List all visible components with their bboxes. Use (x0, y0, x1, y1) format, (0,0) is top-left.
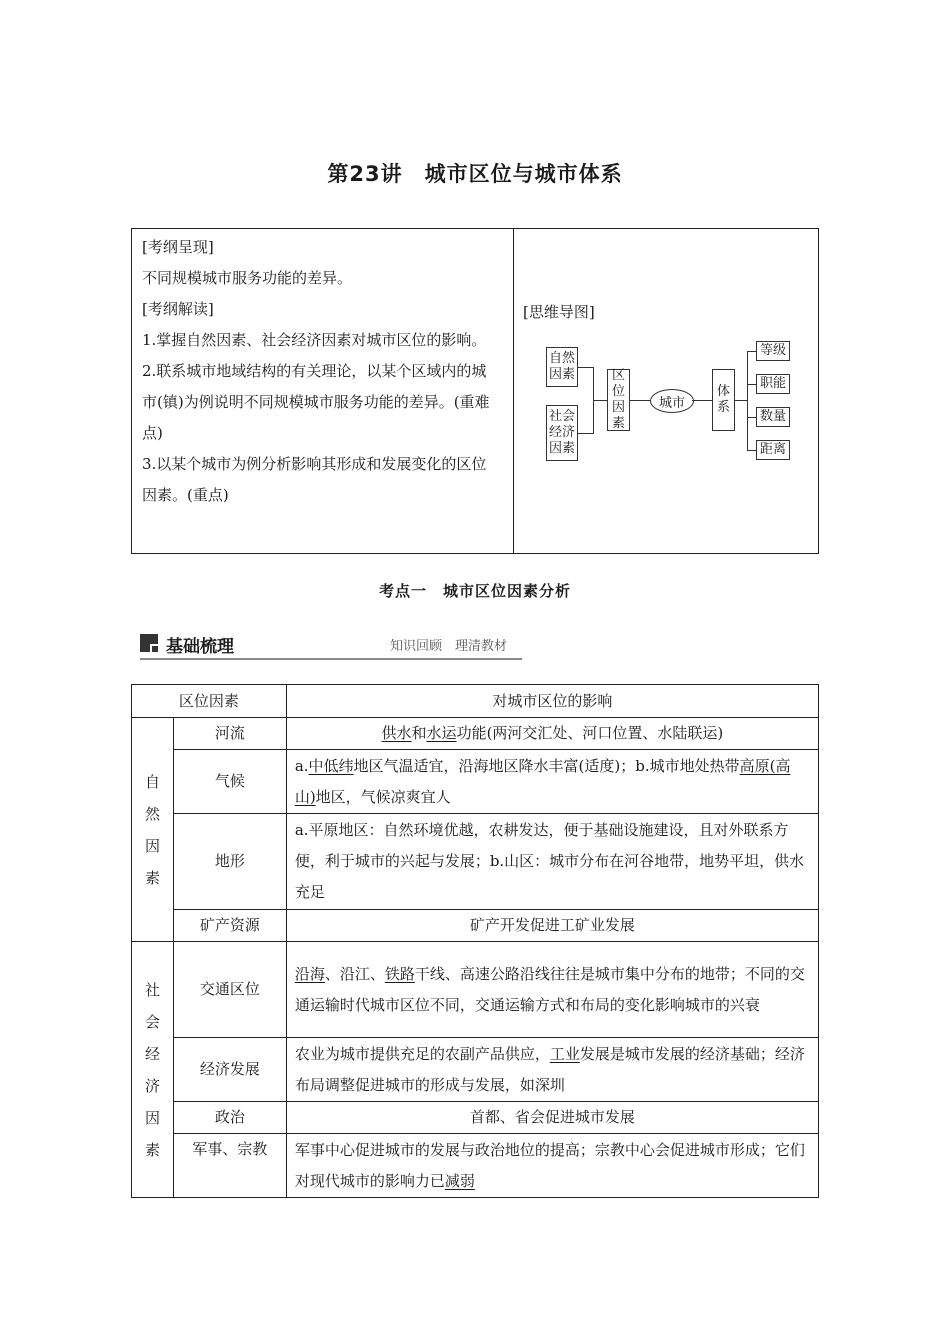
mindmap-branch-distance: 距离 (756, 440, 790, 460)
mm-connector (747, 417, 756, 418)
mindmap-branch-function: 职能 (756, 374, 790, 394)
factor-river: 河流 (173, 718, 286, 750)
banner-title: 基础梳理 (166, 637, 234, 657)
table-row (132, 910, 819, 942)
mindmap-branch-quantity: 数量 (756, 407, 790, 427)
factor-climate: 气候 (173, 750, 286, 814)
mm-connector (578, 433, 593, 434)
table-row (132, 1038, 819, 1102)
basic-review-banner (140, 632, 522, 662)
syllabus-box (131, 228, 819, 554)
table-row (132, 942, 819, 1038)
group-natural: 自然因素 (132, 718, 174, 942)
mindmap-social: 社会经济因素 (548, 409, 575, 456)
banner-underline (140, 658, 522, 660)
reading-point-3: 3.以某个城市为例分析影响其形成和发展变化的区位因素。(重点) (142, 455, 487, 504)
mm-connector (593, 400, 607, 401)
mm-connector (747, 351, 748, 451)
mindmap-natural-box (546, 347, 578, 387)
effect-military: 军事中心促进城市的发展与政治地位的提高；宗教中心会促进城市形成；它们对现代城市的影响力已减弱 (286, 1134, 818, 1198)
table-row (132, 1134, 819, 1198)
effect-river: 供水和水运功能(两河交汇处、河口位置、水陆联运) (286, 718, 818, 750)
mm-connector (735, 400, 747, 401)
mm-connector (747, 351, 756, 352)
mm-connector (692, 400, 712, 401)
reading-heading: [考纲解读] (142, 300, 214, 318)
effect-mineral: 矿产开发促进工矿业发展 (286, 910, 818, 942)
effect-politics: 首都、省会促进城市发展 (286, 1102, 818, 1134)
header-effect: 对城市区位的影响 (286, 685, 818, 718)
mm-connector (747, 450, 756, 451)
group-social: 社会经济因素 (132, 942, 174, 1198)
table-header-row (132, 685, 819, 718)
mm-connector (747, 384, 756, 385)
header-factor: 区位因素 (132, 685, 287, 718)
mindmap-social-box (546, 405, 578, 461)
factor-economy: 经济发展 (173, 1038, 286, 1102)
mm-connector (578, 367, 593, 368)
factor-terrain: 地形 (173, 814, 286, 910)
syllabus-text (132, 229, 514, 553)
factor-mineral: 矿产资源 (173, 910, 286, 942)
outline-text: 不同规模城市服务功能的差异。 (142, 269, 353, 287)
mm-connector (630, 400, 650, 401)
mindmap-natural: 自然因素 (548, 351, 575, 382)
reading-point-1: 1.掌握自然因素、社会经济因素对城市区位的影响。 (142, 331, 487, 349)
banner-square-icon (140, 634, 158, 652)
table-row (132, 1102, 819, 1134)
mindmap-system: 体系 (716, 384, 730, 415)
location-factors-table (131, 684, 819, 1198)
table-row (132, 814, 819, 910)
mindmap (514, 229, 819, 553)
section-title: 考点一 城市区位因素分析 (378, 582, 571, 600)
mindmap-city: 城市 (650, 389, 694, 413)
table-row (132, 718, 819, 750)
factor-military: 军事、宗教 (173, 1134, 286, 1198)
mindmap-branch-grade: 等级 (756, 341, 790, 361)
outline-heading: [考纲呈现] (142, 238, 214, 256)
page-title: 第23讲 城市区位与城市体系 (327, 162, 623, 186)
factor-traffic: 交通区位 (173, 942, 286, 1038)
effect-economy: 农业为城市提供充足的农副产品供应，工业发展是城市发展的经济基础；经济布局调整促进城市的形成与发展，如深圳 (286, 1038, 818, 1102)
table-row (132, 750, 819, 814)
mindmap-location-box (607, 369, 630, 431)
reading-point-2: 2.联系城市地域结构的有关理论，以某个区域内的城市(镇)为例说明不同规模城市服务功能的差异。(重难点) (142, 362, 490, 442)
mindmap-system-box (712, 369, 735, 431)
mindmap-location: 区位因素 (611, 368, 625, 431)
effect-traffic: 沿海、沿江、铁路干线、高速公路沿线往往是城市集中分布的地带；不同的交通运输时代城市区位不同，交通运输方式和布局的变化影响城市的兴衰 (286, 942, 818, 1038)
effect-terrain: a.平原地区：自然环境优越，农耕发达，便于基础设施建设，且对外联系方便，利于城市的兴起与发展；b.山区：城市分布在河谷地带，地势平坦，供水充足 (286, 814, 818, 910)
factor-politics: 政治 (173, 1102, 286, 1134)
mindmap-label: [思维导图] (523, 303, 595, 321)
effect-climate: a.中低纬地区气温适宜，沿海地区降水丰富(适度)；b.城市地处热带高原(高山)地区，气候凉爽宜人 (286, 750, 818, 814)
banner-subtitle: 知识回顾 理清教材 (390, 639, 508, 654)
